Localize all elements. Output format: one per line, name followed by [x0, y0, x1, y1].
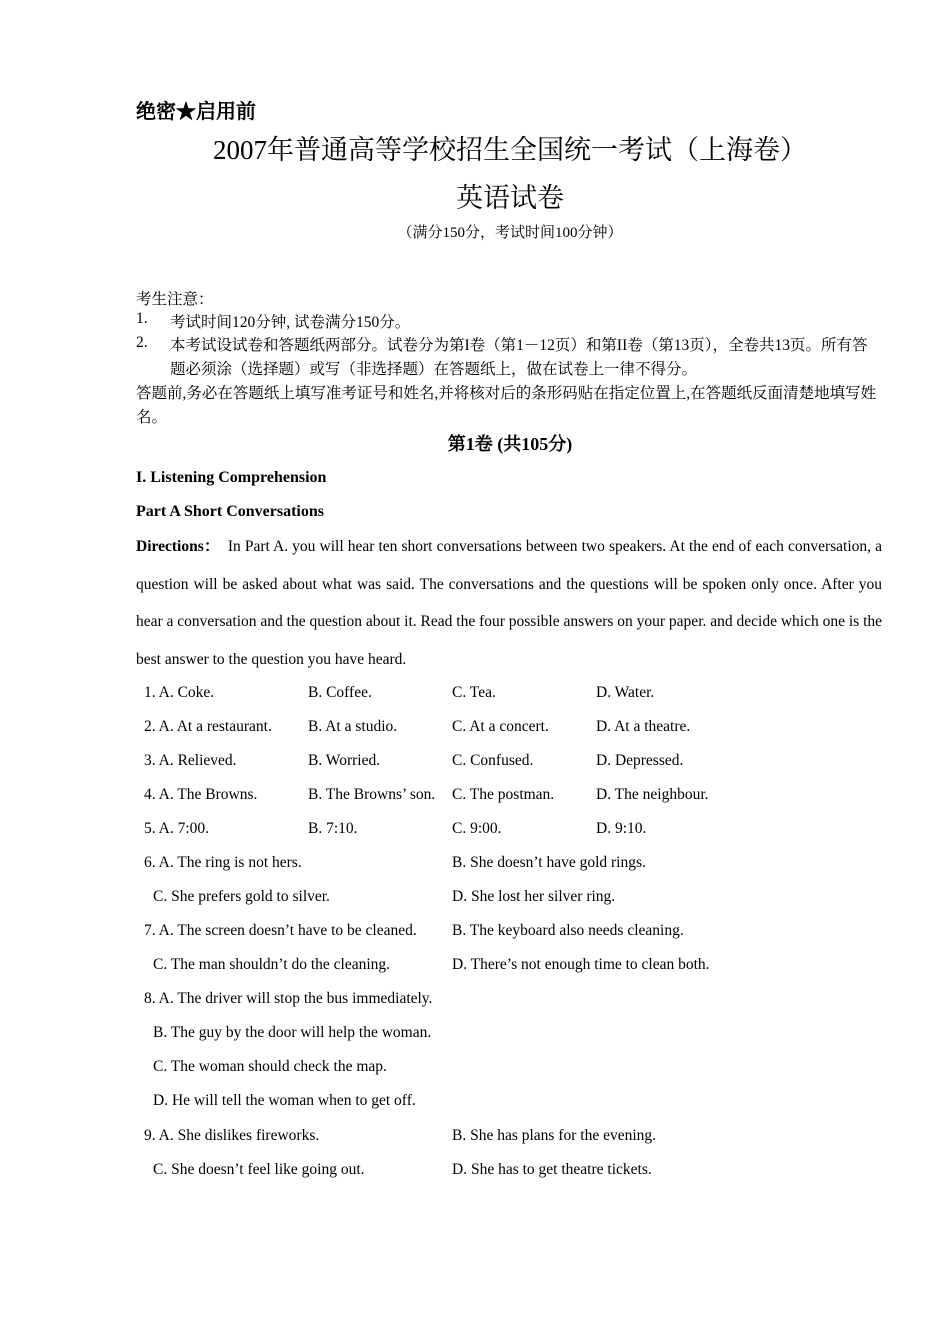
- q5-option-d: D. 9:10.: [596, 820, 647, 837]
- q8-option-a: 8. A. The driver will stop the bus immediately.: [144, 990, 433, 1007]
- directions-paragraph: [136, 528, 882, 678]
- q4-option-b: B. The Browns’ son.: [308, 786, 436, 803]
- q3-option-d: D. Depressed.: [596, 752, 684, 769]
- directions-text: In Part A. you will hear ten short conversations between two speakers. At the end of each conversation, a question will be asked about what was said. The conversations and the questions will be spoken only once. After you hear a conversation and the question about it. Read the four possible answers on your paper. and decide which one is the best answer to the question you have heard.: [136, 538, 882, 668]
- q4-option-d: D. The neighbour.: [596, 786, 709, 803]
- q1-option-c: C. Tea.: [452, 684, 496, 701]
- notice-extra: 答题前,务必在答题纸上填写准考证号和姓名,并将核对后的条形码贴在指定位置上,在答题纸反面清楚地填写姓名。: [136, 385, 877, 426]
- q9-option-b: B. She has plans for the evening.: [452, 1127, 657, 1144]
- q6-option-a: 6. A. The ring is not hers.: [144, 854, 302, 871]
- q9-option-d: D. She has to get theatre tickets.: [452, 1161, 652, 1178]
- q5-option-a: 5. A. 7:00.: [144, 820, 210, 837]
- q3-option-c: C. Confused.: [452, 752, 534, 769]
- exam-title: 2007年普通高等学校招生全国统一考试（上海卷）: [213, 135, 807, 165]
- q8-option-b: B. The guy by the door will help the woman.: [153, 1024, 432, 1041]
- q2-option-c: C. At a concert.: [452, 718, 549, 735]
- q2-option-d: D. At a theatre.: [596, 718, 691, 735]
- q1-option-a: 1. A. Coke.: [144, 684, 215, 701]
- q7-option-d: D. There’s not enough time to clean both.: [452, 956, 710, 973]
- q6-option-c: C. She prefers gold to silver.: [153, 888, 330, 905]
- section-title: I. Listening Comprehension: [136, 469, 327, 486]
- q7-option-b: B. The keyboard also needs cleaning.: [452, 922, 684, 939]
- notice-item-2-number: 2.: [136, 334, 148, 351]
- q7-option-a: 7. A. The screen doesn’t have to be cleaned.: [144, 922, 417, 939]
- q4-option-c: C. The postman.: [452, 786, 555, 803]
- q9-option-a: 9. A. She dislikes fireworks.: [144, 1127, 320, 1144]
- q4-option-a: 4. A. The Browns.: [144, 786, 258, 803]
- q2-option-a: 2. A. At a restaurant.: [144, 718, 272, 735]
- q5-option-b: B. 7:10.: [308, 820, 358, 837]
- q8-option-c: C. The woman should check the map.: [153, 1058, 387, 1075]
- q1-option-b: B. Coffee.: [308, 684, 372, 701]
- notice-item-1-text: 考试时间120分钟, 试卷满分150分。: [170, 314, 411, 331]
- q7-option-c: C. The man shouldn’t do the cleaning.: [153, 956, 391, 973]
- q9-option-c: C. She doesn’t feel like going out.: [153, 1161, 365, 1178]
- q6-option-b: B. She doesn’t have gold rings.: [452, 854, 646, 871]
- directions-label: Directions：: [136, 538, 220, 555]
- secret-mark: 绝密★启用前: [136, 101, 256, 123]
- notice-heading: 考生注意：: [136, 291, 214, 308]
- q1-option-d: D. Water.: [596, 684, 655, 701]
- q3-option-b: B. Worried.: [308, 752, 381, 769]
- q8-option-d: D. He will tell the woman when to get off.: [153, 1092, 416, 1109]
- notice-item-1-number: 1.: [136, 310, 148, 327]
- q3-option-a: 3. A. Relieved.: [144, 752, 237, 769]
- volume-title: 第1卷 (共105分): [447, 434, 573, 454]
- exam-subtitle: （满分150分，考试时间100分钟）: [397, 225, 623, 241]
- part-title: Part A Short Conversations: [136, 503, 324, 520]
- q2-option-b: B. At a studio.: [308, 718, 398, 735]
- q5-option-c: C. 9:00.: [452, 820, 502, 837]
- notice-item-2-text: 本考试设试卷和答题纸两部分。试卷分为第I卷（第1－12页）和第II卷（第13页），全卷共13页。所有答题必须涂（选择题）或写（非选择题）在答题纸上，做在试卷上一律不得分。: [170, 337, 868, 378]
- paper-title: 英语试卷: [456, 183, 564, 213]
- q6-option-d: D. She lost her silver ring.: [452, 888, 616, 905]
